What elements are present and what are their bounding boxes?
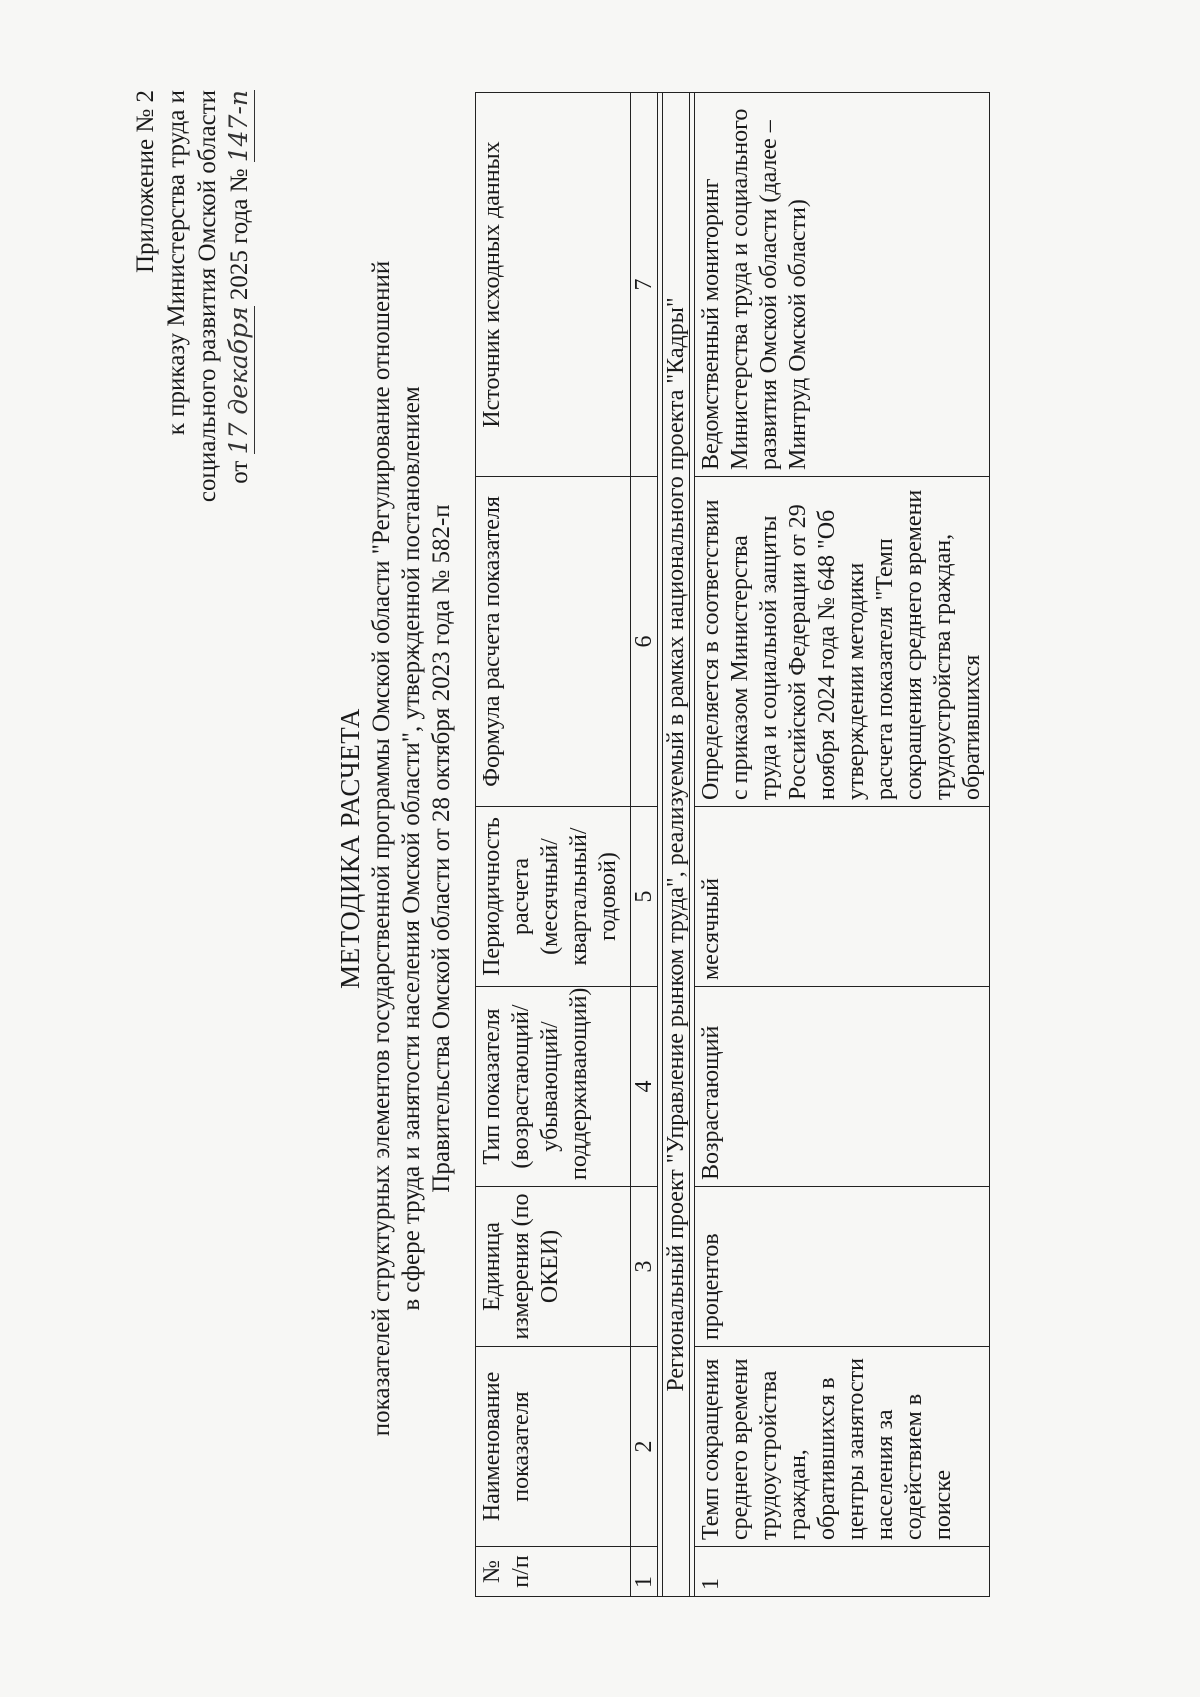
heading-line-3: Правительства Омской области от 28 октября 2023 года № 582-п [428,504,455,1193]
header-unit: Единица измерения (по ОКЕИ) [476,1187,631,1347]
annex-date-line [223,90,255,502]
heading-line-2: в сфере труда и занятости населения Омской области", утвержденной постановлением [398,386,425,1311]
table-row [695,93,990,1597]
header-number: № п/п [476,1547,631,1597]
column-number: 7 [631,93,658,477]
document-heading [335,140,457,1557]
indicator-unit: процентов [695,1187,990,1347]
annex-year-text: 2025 года № [226,168,253,301]
indicator-periodicity: месячный [695,807,990,987]
header-name: Наименование показателя [476,1347,631,1547]
annex-block [130,90,255,502]
column-number-row [631,93,658,1597]
document-title: МЕТОДИКА РАСЧЕТА [335,708,365,989]
column-number: 4 [631,987,658,1187]
section-title: Региональный проект "Управление рынком труда", реализуемый в рамках национального проекта "Кадры" [663,93,690,1597]
annex-line-2: к приказу Министерства труда и [163,90,190,436]
annex-line-1: Приложение № 2 [132,90,159,274]
indicator-name: Темп сокращения среднего времени трудоустройства граждан, обратившихся в центры занятости населения за содействием в поиске [695,1347,990,1547]
indicator-source: Ведомственный мониторинг Министерства труда и социального развития Омской области (далее – Минтруд Омской области) [695,93,990,477]
column-number: 3 [631,1187,658,1347]
methodology-table [475,92,990,1597]
annex-from-prefix: от [226,460,253,484]
column-number: 5 [631,807,658,987]
handwritten-order-number: 147-п [224,90,253,163]
row-number: 1 [695,1547,990,1597]
handwritten-date: 17 декабря [224,306,253,455]
section-row [663,93,690,1597]
header-periodicity: Периодичность расчета (месячный/ квартальный/ годовой) [476,807,631,987]
header-formula: Формула расчета показателя [476,477,631,807]
indicator-formula: Определяется в соответствии с приказом Министерства труда и социальной защиты Российской Федерации от 29 ноября 2024 года № 648 "Об утверждении методики расчета показателя "Темп сокращения среднего времени трудоустройства граждан, обратившихся [695,477,990,807]
column-number: 1 [631,1547,658,1597]
column-number: 6 [631,477,658,807]
column-number: 2 [631,1347,658,1547]
header-type: Тип показателя (возрастающий/ убывающий/ поддерживающий) [476,987,631,1187]
heading-line-1: показателей структурных элементов государственной программы Омской области "Регулирование отношений [368,260,395,1437]
table-header-row [476,93,631,1597]
annex-line-3: социального развития Омской области [194,90,221,503]
header-source: Источник исходных данных [476,93,631,477]
indicator-type: Возрастающий [695,987,990,1187]
